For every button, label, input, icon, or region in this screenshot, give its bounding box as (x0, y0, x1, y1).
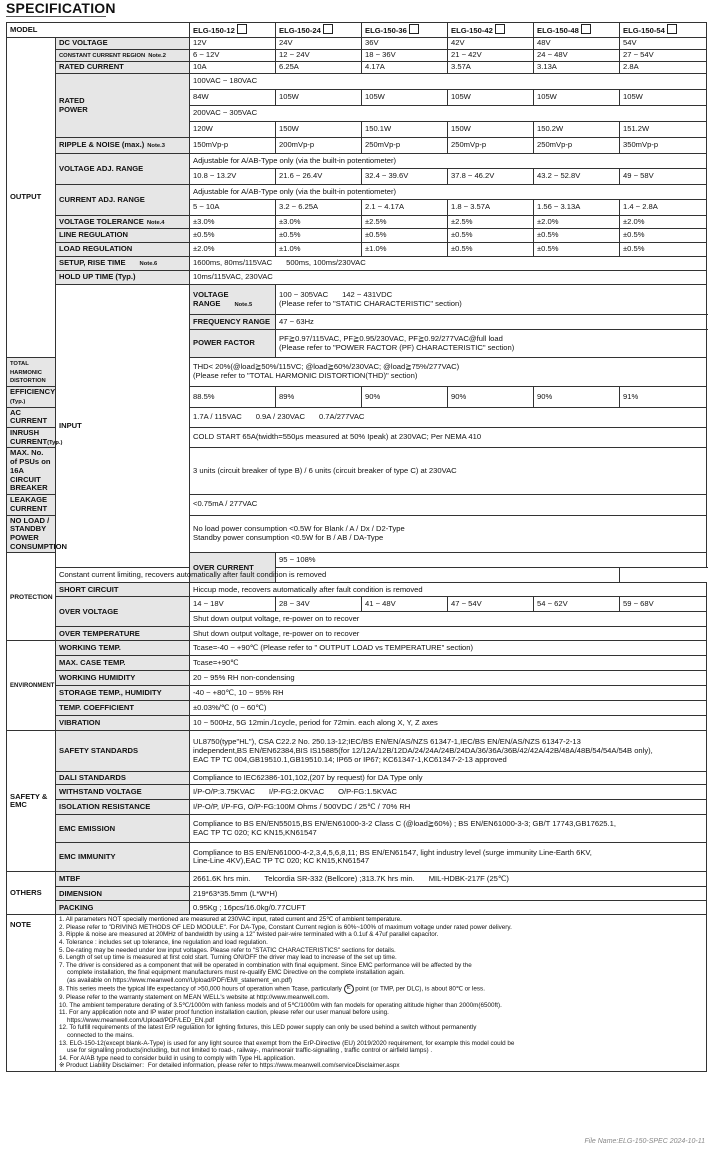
cell: 6 ~ 12V (190, 50, 276, 62)
section-protection: PROTECTION (7, 553, 56, 641)
dimension-value: 219*63*35.5mm (L*W*H) (190, 887, 707, 901)
voltage-tolerance-row (7, 216, 707, 229)
cell: 6.25A (276, 62, 362, 74)
over-current-value1: 95 ~ 108% (276, 553, 707, 568)
cell: 105W (534, 90, 620, 106)
model-name: ELG-150-42 (448, 23, 534, 38)
note-line: connected to the mains. (67, 1032, 134, 1040)
cell: 54V (620, 38, 707, 50)
cell: ±0.5% (620, 229, 707, 243)
cell: ±2.5% (362, 216, 448, 229)
cell: 150.1W (362, 122, 448, 138)
short-circuit-row (7, 583, 707, 597)
emc-immunity-label: EMC IMMUNITY (56, 843, 190, 872)
rated-current-label: RATED CURRENT (56, 62, 190, 74)
dc-voltage-label: DC VOLTAGE (56, 38, 190, 50)
mtbf-row (7, 872, 707, 887)
safety-standards-row (7, 731, 707, 772)
dali-value: Compliance to IEC62386-101,102,(207 by request) for DA Type only (190, 772, 707, 785)
cell: 41 ~ 48V (362, 597, 448, 612)
tc-point-icon: tc (344, 984, 354, 994)
over-temp-row (7, 627, 707, 641)
max-psus-label: MAX. No. of PSUs on 16A CIRCUIT BREAKER (7, 448, 56, 495)
cell: 91% (620, 387, 707, 407)
cell: 1.4 ~ 2.8A (620, 200, 707, 216)
cell: 47 ~ 54V (448, 597, 534, 612)
cell: 59 ~ 68V (620, 597, 707, 612)
no-load-value: No load power consumption <0.5W for Blank / A / Dx / D2-Type Standby power consumption <0.5W for B / AB / DA-Type (190, 515, 707, 553)
cell: 250mVp-p (362, 138, 448, 154)
ripple-label: RIPPLE & NOISE (max.) Note.3 (56, 138, 190, 154)
voltage-tolerance-label: VOLTAGE TOLERANCE Note.4 (56, 216, 190, 229)
title-underline (6, 16, 106, 17)
cell: 43.2 ~ 52.8V (534, 169, 620, 185)
note-line: 4. Tolerance : includes set up tolerance, line regulation and load regulation. (59, 939, 268, 947)
vibration-label: VIBRATION (56, 716, 190, 731)
inrush-value: COLD START 65A(twidth=550μs measured at 50% Ipeak) at 230VAC; Per NEMA 410 (190, 428, 707, 448)
cell: 250mVp-p (534, 138, 620, 154)
cell: 28 ~ 34V (276, 597, 362, 612)
cell: ±2.0% (620, 216, 707, 229)
short-circuit-value: Hiccup mode, recovers automatically after fault condition is removed (190, 583, 707, 597)
note-line: 1. All parameters NOT specially mentioned are measured at 230VAC input, rated current and 25℃ of ambient temperature. (59, 916, 402, 924)
note-line: https://www.meanwell.com/Upload/PDF/LED_EN.pdf (67, 1016, 214, 1024)
dimension-label: DIMENSION (56, 887, 190, 901)
isolation-label: ISOLATION RESISTANCE (56, 800, 190, 815)
withstand-value: I/P-O/P:3.75KVAC I/P-FG:2.0KVAC O/P-FG:1.5KVAC (190, 785, 707, 800)
cell: 84W (190, 90, 276, 106)
over-current-row2 (7, 568, 707, 583)
dali-label: DALI STANDARDS (56, 772, 190, 785)
storage-value: -40 ~ +80℃, 10 ~ 95% RH (190, 686, 707, 701)
pf-value: PF≧0.97/115VAC, PF≧0.95/230VAC, PF≧0.92/277VAC@full load (Please refer to "POWER FACTOR (PF) CHARACTERISTIC" section) (276, 330, 707, 358)
rated-power-range-1: 100VAC ~ 180VAC (190, 74, 707, 90)
frequency-value: 47 ~ 63Hz (276, 315, 707, 330)
storage-row (7, 686, 707, 701)
section-input: INPUT (56, 285, 190, 568)
load-regulation-label: LOAD REGULATION (56, 243, 190, 257)
note-line: 3. Ripple & noise are measured at 20MHz of bandwidth by using a 12" twisted pair-wire terminated with a 0.1uf & 47uf parallel capacitor. (59, 931, 439, 939)
thd-label: TOTAL HARMONIC DISTORTION (7, 358, 56, 387)
mtbf-label: MTBF (56, 872, 190, 887)
emc-immunity-row (7, 843, 707, 872)
cc-region-row (7, 50, 707, 62)
cell: 49 ~ 58V (620, 169, 707, 185)
cell: 90% (534, 387, 620, 407)
hold-up-value: 10ms/115VAC, 230VAC (190, 271, 707, 285)
note-line: 9. Please refer to the warranty statement on MEAN WELL's website at http://www.meanwell.com. (59, 994, 330, 1002)
ac-current-label: AC CURRENT (7, 407, 56, 427)
cell: ±3.0% (190, 216, 276, 229)
cell: 105W (362, 90, 448, 106)
temp-coeff-label: TEMP. COEFFICIENT (56, 701, 190, 716)
cell: ±0.5% (190, 229, 276, 243)
checkbox-icon (667, 24, 677, 34)
emc-emission-value: Compliance to BS EN/EN55015,BS EN/EN61000-3-2 Class C (@load≧60%) ; BS EN/EN61000-3-3; GB/T 17743,GB17625.1, EAC TP TC 020; KC KN15,KN61547 (190, 815, 707, 843)
thd-value: THD< 20%(@load≧50%/115VC; @load≧60%/230VAC; @load≧75%/277VAC) (Please refer to "TOTAL HARMONIC DISTORTION(THD)" section) (190, 358, 707, 387)
cell: ±1.0% (362, 243, 448, 257)
over-voltage-row1 (7, 597, 707, 612)
section-output: OUTPUT (7, 38, 56, 358)
cell: 151.2W (620, 122, 707, 138)
over-voltage-label: OVER VOLTAGE (56, 597, 190, 627)
short-circuit-label: SHORT CIRCUIT (56, 583, 190, 597)
working-humidity-row (7, 671, 707, 686)
working-humidity-label: WORKING HUMIDITY (56, 671, 190, 686)
note-line: complete installation, the final equipment manufacturers must re-qualify EMC Directive on the complete installation again. (67, 969, 405, 977)
section-safety: SAFETY & EMC (7, 731, 56, 872)
ripple-row (7, 138, 707, 154)
notes-list (56, 915, 707, 1071)
cell: 14 ~ 18V (190, 597, 276, 612)
hold-up-label: HOLD UP TIME (Typ.) (56, 271, 190, 285)
frequency-label: FREQUENCY RANGE (190, 315, 276, 330)
cell: 10A (190, 62, 276, 74)
cell: 105W (276, 90, 362, 106)
cell: ±0.5% (448, 243, 534, 257)
line-regulation-row (7, 229, 707, 243)
page-title: SPECIFICATION (6, 0, 116, 16)
cell: ±0.5% (534, 243, 620, 257)
cell: 24 ~ 48V (534, 50, 620, 62)
cell: 54 ~ 62V (534, 597, 620, 612)
max-case-row (7, 656, 707, 671)
cell: 200mVp-p (276, 138, 362, 154)
cell: 3.2 ~ 6.25A (276, 200, 362, 216)
cell: ±0.5% (362, 229, 448, 243)
cc-region-label: CONSTANT CURRENT REGION Note.2 (56, 50, 190, 62)
checkbox-icon (495, 24, 505, 34)
cell: 12V (190, 38, 276, 50)
note-line: (as available on https://www.meanwell.com//Upload/PDF/EMI_statement_en.pdf) (67, 976, 293, 984)
working-temp-value: Tcase=-40 ~ +90℃ (Please refer to " OUTPUT LOAD vs TEMPERATURE" section) (190, 641, 707, 656)
rated-power-range1-row (7, 74, 707, 90)
withstand-row (7, 785, 707, 800)
section-note: NOTE (7, 915, 56, 1071)
max-psus-value: 3 units (circuit breaker of type B) / 6 units (circuit breaker of type C) at 230VAC (190, 448, 707, 495)
model-name: ELG-150-36 (362, 23, 448, 38)
voltage-adj-desc: Adjustable for A/AB-Type only (via the built-in potentiometer) (190, 154, 707, 169)
file-name: File Name:ELG-150-SPEC 2024-10-11 (584, 1138, 705, 1145)
cell: 1.56 ~ 3.13A (534, 200, 620, 216)
over-temp-value: Shut down output voltage, re-power on to recover (190, 627, 707, 641)
working-humidity-value: 20 ~ 95% RH non-condensing (190, 671, 707, 686)
emc-emission-row (7, 815, 707, 843)
cell: 48V (534, 38, 620, 50)
cell: 105W (448, 90, 534, 106)
cell: 1.8 ~ 3.57A (448, 200, 534, 216)
note-line: 10. The ambient temperature derating of 3.5℃/1000m with fanless models and of 5℃/1000m with fan models for operating altitude higher than 2000m(6500ft). (59, 1001, 502, 1009)
checkbox-icon (323, 24, 333, 34)
pf-label: POWER FACTOR (190, 330, 276, 358)
emc-emission-label: EMC EMISSION (56, 815, 190, 843)
cell: ±0.5% (534, 229, 620, 243)
rated-power-range-2: 200VAC ~ 305VAC (190, 106, 707, 122)
leakage-label: LEAKAGE CURRENT (7, 495, 56, 515)
note-line: ※ Product Liability Disclaimer：For detailed information, please refer to https://www.meanwell.com/serviceDisclaimer.aspx (59, 1062, 400, 1070)
temp-coeff-value: ±0.03%/℃ (0 ~ 60℃) (190, 701, 707, 716)
dc-voltage-row (7, 38, 707, 50)
voltage-adj-desc-row (7, 154, 707, 169)
load-regulation-row (7, 243, 707, 257)
vibration-row (7, 716, 707, 731)
ac-current-value: 1.7A / 115VAC 0.9A / 230VAC 0.7A/277VAC (190, 407, 707, 427)
dali-row (7, 772, 707, 785)
isolation-value: I/P-O/P, I/P-FG, O/P-FG:100M Ohms / 500VDC / 25℃ / 70% RH (190, 800, 707, 815)
hold-up-row (7, 271, 707, 285)
cell: 150.2W (534, 122, 620, 138)
setup-rise-row (7, 257, 707, 271)
packing-value: 0.95Kg ; 16pcs/16.0kg/0.77CUFT (190, 901, 707, 915)
cell: 18 ~ 36V (362, 50, 448, 62)
mtbf-value: 2661.6K hrs min. Telcordia SR-332 (Bellcore) ;313.7K hrs min. MIL-HDBK-217F (25℃) (190, 872, 707, 887)
note-line: 2. Please refer to "DRIVING METHODS OF LED MODULE". For DA-Type, Constant Current region is 60%~100% of maximum voltage under rated power delivery. (59, 923, 512, 931)
current-adj-desc: Adjustable for A/AB-Type only (via the built-in potentiometer) (190, 185, 707, 200)
cell: ±2.5% (448, 216, 534, 229)
line-regulation-label: LINE REGULATION (56, 229, 190, 243)
cell: 250mVp-p (448, 138, 534, 154)
cell: 3.13A (534, 62, 620, 74)
cell: ±2.0% (190, 243, 276, 257)
section-environment: ENVIRONMENT (7, 641, 56, 731)
cell: 24V (276, 38, 362, 50)
cell: 350mVp-p (620, 138, 707, 154)
cell: ±1.0% (276, 243, 362, 257)
safety-standards-label: SAFETY STANDARDS (56, 731, 190, 772)
setup-rise-label: SETUP, RISE TIME Note.6 (56, 257, 190, 271)
cell: ±0.5% (620, 243, 707, 257)
voltage-range-value: 100 ~ 305VAC 142 ~ 431VDC (Please refer to "STATIC CHARACTERISTIC" section) (276, 285, 707, 315)
voltage-range-row (7, 285, 707, 315)
max-case-label: MAX. CASE TEMP. (56, 656, 190, 671)
working-temp-row (7, 641, 707, 656)
model-name: ELG-150-54 (620, 23, 707, 38)
model-name: ELG-150-24 (276, 23, 362, 38)
over-current-value2: Constant current limiting, recovers automatically after fault condition is removed (56, 568, 620, 583)
cell: 90% (448, 387, 534, 407)
cell: 37.8 ~ 46.2V (448, 169, 534, 185)
note-line: 6. Length of set up time is measured at first cold start. Turning ON/OFF the driver may lead to increase of the set up time. (59, 954, 397, 962)
note-line: 8. This series meets the typical life expectancy of >50,000 hours of operation when Tcase, particularly tc point (or TMP, per DLC), is about 80℃ or less. (59, 985, 485, 993)
temp-coeff-row (7, 701, 707, 716)
cell: 150mVp-p (190, 138, 276, 154)
over-current-label: OVER CURRENT (190, 553, 276, 583)
emc-immunity-value: Compliance to BS EN/EN61000-4-2,3,4,5,6,8,11; BS EN/EN61547, light industry level (surge immunity Line-Earth 6KV, Line-Line 4KV),EAC TP TC 020; KC KN15,KN61547 (190, 843, 707, 872)
max-case-value: Tcase=+90℃ (190, 656, 707, 671)
note-line: 12. To fulfill requirements of the latest ErP regulation for lighting fixtures, this LED power supply can only be used behind a switch without permanently (59, 1024, 477, 1032)
cell: 105W (620, 90, 707, 106)
cell: 12 ~ 24V (276, 50, 362, 62)
model-label: MODEL (7, 23, 190, 38)
withstand-label: WITHSTAND VOLTAGE (56, 785, 190, 800)
setup-rise-value: 1600ms, 80ms/115VAC 500ms, 100ms/230VAC (190, 257, 707, 271)
cell: ±3.0% (276, 216, 362, 229)
model-name: ELG-150-12 (190, 23, 276, 38)
cell: 4.17A (362, 62, 448, 74)
cell: 89% (276, 387, 362, 407)
voltage-range-label: VOLTAGE RANGE Note.5 (190, 285, 276, 315)
note-line: use for signalling products(including, but not limited to road-, railway-, marineorair traffic-signalling , traffic control or airfield lamps) . (67, 1047, 433, 1055)
cell: 32.4 ~ 39.6V (362, 169, 448, 185)
cell: ±0.5% (276, 229, 362, 243)
current-adj-desc-row (7, 185, 707, 200)
dimension-row (7, 887, 707, 901)
current-adj-label: CURRENT ADJ. RANGE (56, 185, 190, 216)
over-voltage-value2: Shut down output voltage, re-power on to recover (190, 612, 707, 627)
checkbox-icon (581, 24, 591, 34)
working-temp-label: WORKING TEMP. (56, 641, 190, 656)
storage-label: STORAGE TEMP., HUMIDITY (56, 686, 190, 701)
inrush-label: INRUSH CURRENT(Typ.) (7, 428, 56, 448)
no-load-label: NO LOAD / STANDBY POWER CONSUMPTION (7, 515, 56, 553)
over-temp-label: OVER TEMPERATURE (56, 627, 190, 641)
vibration-value: 10 ~ 500Hz, 5G 12min./1cycle, period for 72min. each along X, Y, Z axes (190, 716, 707, 731)
safety-standards-value: UL8750(type"HL"), CSA C22.2 No. 250.13-12;IEC/BS EN/EN/AS/NZS 61347-1,IEC/BS EN/EN/AS/NZS 61347-2-13 independent,BS EN/EN62384,BIS IS15885(for 12/12A/12B/12DA/24/24A/24B/24DA/36/36A/36B/42/42A/42B/48A/48B/54/54A/54B only), EAC TP TC 004,GB19510.1,GB19510.14; IP65 or IP67; KC61347-1,KC61347-2-13 approved (190, 731, 707, 772)
cell: 2.1 ~ 4.17A (362, 200, 448, 216)
cell: 90% (362, 387, 448, 407)
note-line: 5. De-rating may be needed under low input voltages. Please refer to "STATIC CHARACTERISTICS" sections for details. (59, 946, 396, 954)
cell: 3.57A (448, 62, 534, 74)
note-line: 14. For A/AB type need to consider build in using to comply with Type HL application. (59, 1054, 296, 1062)
voltage-adj-label: VOLTAGE ADJ. RANGE (56, 154, 190, 185)
packing-row (7, 901, 707, 915)
model-name: ELG-150-48 (534, 23, 620, 38)
model-row (7, 23, 707, 38)
isolation-row (7, 800, 707, 815)
leakage-value: <0.75mA / 277VAC (190, 495, 707, 515)
note-line: 13. ELG-150-12(except blank-A-Type) is used for any light source that exempt from the ErP-Directive (EU) 2019/2020 requirement, for example this model could be (59, 1039, 515, 1047)
cell: 88.5% (190, 387, 276, 407)
cell: 21.6 ~ 26.4V (276, 169, 362, 185)
spec-table (6, 22, 707, 1072)
checkbox-icon (237, 24, 247, 34)
cell: ±2.0% (534, 216, 620, 229)
cell: 36V (362, 38, 448, 50)
cell: 5 ~ 10A (190, 200, 276, 216)
notes-row (7, 915, 707, 1071)
cell: 10.8 ~ 13.2V (190, 169, 276, 185)
rated-current-row (7, 62, 707, 74)
cell: 2.8A (620, 62, 707, 74)
cell: 21 ~ 42V (448, 50, 534, 62)
packing-label: PACKING (56, 901, 190, 915)
section-others: OTHERS (7, 872, 56, 915)
rated-power-label: RATED POWER (56, 74, 190, 138)
efficiency-label: EFFICIENCY (Typ.) (7, 387, 56, 407)
cell: 150W (448, 122, 534, 138)
cell: 120W (190, 122, 276, 138)
checkbox-icon (409, 24, 419, 34)
note-line: 7. The driver is considered as a component that will be operated in combination with final equipment. Since EMC performance will be affected by the (59, 961, 472, 969)
note-line: 11. For any application note and IP water proof function installation caution, please refer our user manual before using. (59, 1009, 389, 1017)
cell: 42V (448, 38, 534, 50)
cell: ±0.5% (448, 229, 534, 243)
cell: 27 ~ 54V (620, 50, 707, 62)
cell: 150W (276, 122, 362, 138)
